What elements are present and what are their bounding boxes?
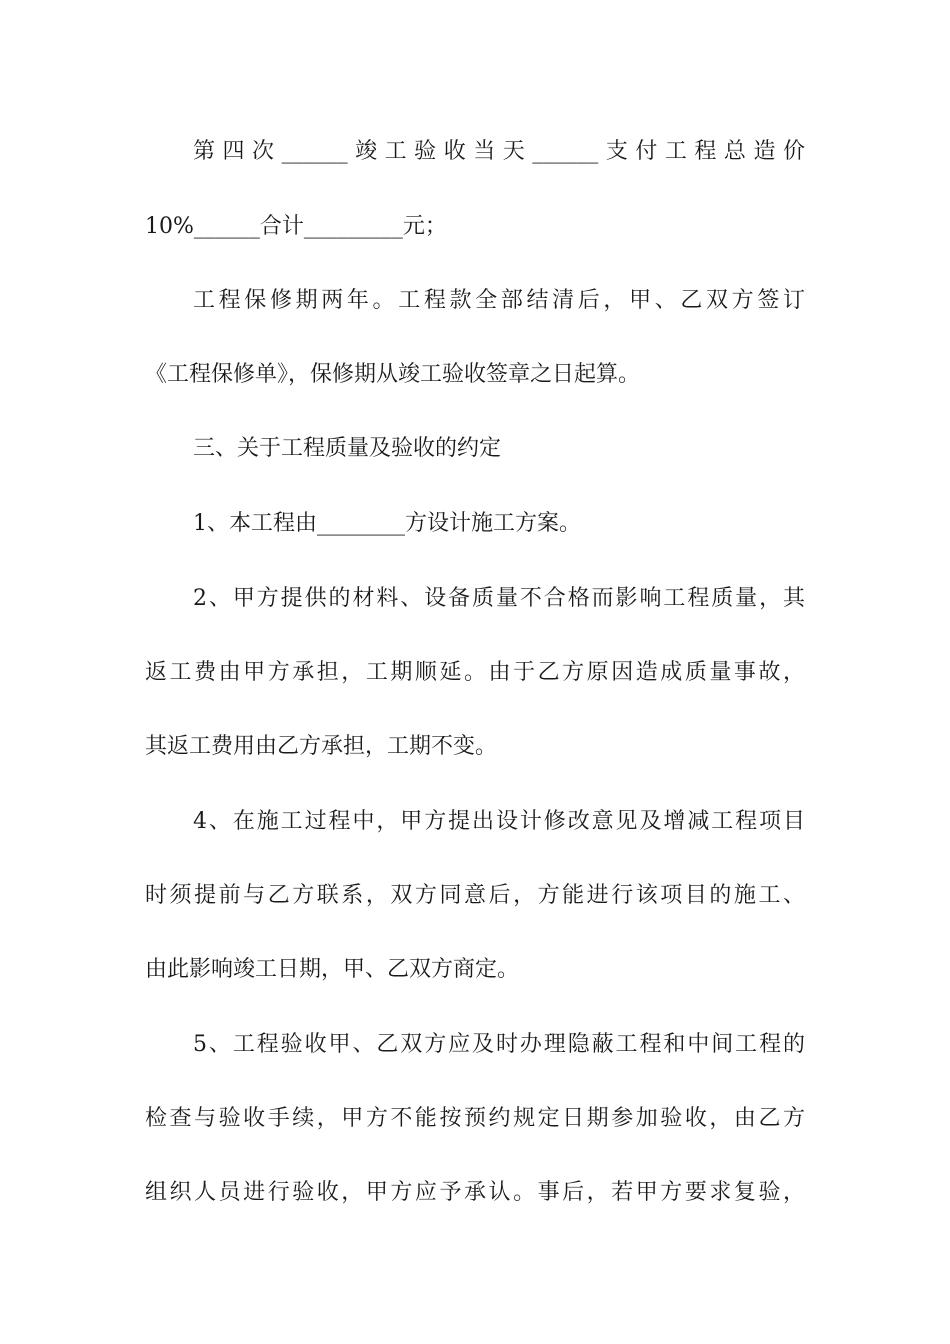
section-heading-quality: 三、关于工程质量及验收的约定: [193, 436, 502, 461]
clause-5-line2: 检查与验收手续，甲方不能按预约规定日期参加验收，由乙方: [145, 1106, 805, 1131]
clause-2-line2: 返工费由甲方承担，工期顺延。由于乙方原因造成质量事故，: [145, 660, 805, 685]
paragraph-payment-fourth-line2: 10%______合计_________元；: [145, 214, 447, 239]
paragraph-warranty-line1: 工程保修期两年。工程款全部结清后，甲、乙双方签订: [193, 288, 805, 313]
paragraph-warranty-line2: 《工程保修单》，保修期从竣工验收签章之日起算。: [145, 362, 641, 387]
clause-4-line2: 时须提前与乙方联系，双方同意后，方能进行该项目的施工、: [145, 883, 805, 908]
clause-4-line1: 4、在施工过程中，甲方提出设计修改意见及增减工程项目: [193, 809, 805, 834]
clause-4-line3: 由此影响竣工日期，甲、乙双方商定。: [145, 957, 520, 982]
clause-1-line1: 1、本工程由________方设计施工方案。: [193, 511, 581, 536]
clause-5-line1: 5、工程验收甲、乙双方应及时办理隐蔽工程和中间工程的: [193, 1032, 805, 1057]
clause-2-line3: 其返工费用由乙方承担，工期不变。: [145, 734, 498, 759]
paragraph-payment-fourth-line1: 第四次______竣工验收当天______支付工程总造价: [193, 139, 805, 164]
clause-2-line1: 2、甲方提供的材料、设备质量不合格而影响工程质量，其: [193, 586, 805, 611]
clause-5-line3: 组织人员进行验收，甲方应予承认。事后，若甲方要求复验，: [145, 1180, 805, 1205]
